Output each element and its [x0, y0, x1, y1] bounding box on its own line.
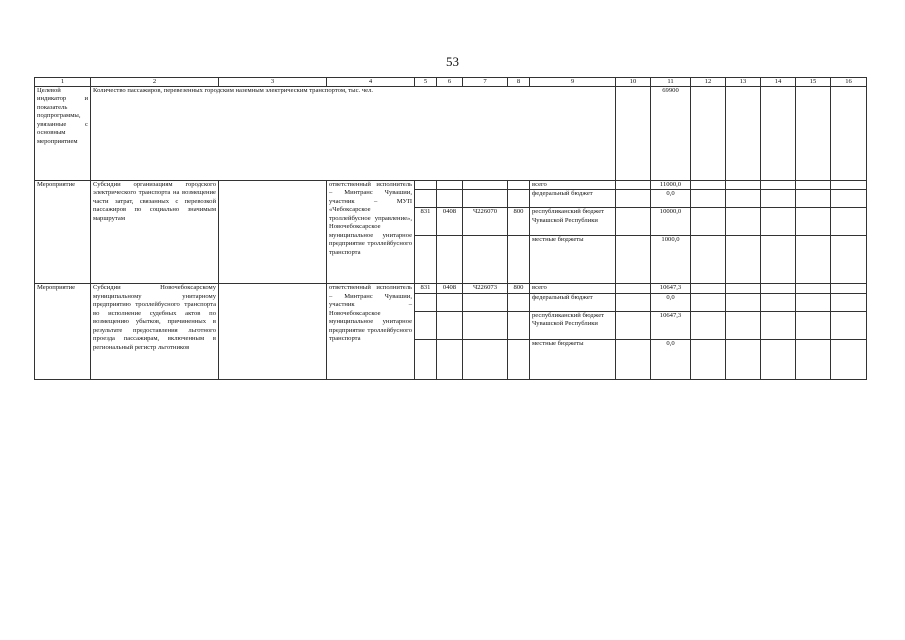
empty-cell — [616, 181, 651, 190]
event-name: Субсидии Новочебоксарскому муниципальному унитарному предприятию троллейбусного транспорта во исполнение судебных актов по возмещению убытков, причиненных в результате предоставления льготного проезда пассажирам, включенным в региональный регистр льготников — [91, 284, 219, 379]
funding-amount: 11000,0 — [651, 181, 691, 190]
empty-cell — [831, 311, 867, 339]
empty-cell — [616, 293, 651, 311]
funding-source: республиканский бюджет Чувашской Республики — [530, 208, 616, 236]
column-number: 7 — [463, 78, 508, 87]
empty-cell — [616, 284, 651, 293]
empty-cell — [691, 339, 726, 379]
column-number: 8 — [508, 78, 530, 87]
cell-c5: 831 — [415, 208, 437, 236]
event-executor: ответственный исполнитель – Минтранс Чувашии, участник – МУП «Чебоксарское троллейбусное управление», Новочебоксарское муниципальное унитарное предприятие троллейбусного транспорта — [327, 181, 415, 284]
cell-c8 — [508, 236, 530, 284]
funding-amount: 10647,3 — [651, 284, 691, 293]
table-row — [35, 181, 867, 190]
empty-cell — [691, 293, 726, 311]
cell-c6 — [437, 181, 463, 190]
column-number: 12 — [691, 78, 726, 87]
cell-c7 — [463, 236, 508, 284]
page-number: 53 — [446, 54, 459, 69]
empty-cell — [796, 339, 831, 379]
column-number: 3 — [219, 78, 327, 87]
funding-source: республиканский бюджет Чувашской Республики — [530, 311, 616, 339]
column-number: 2 — [91, 78, 219, 87]
column-number: 13 — [726, 78, 761, 87]
empty-cell — [691, 87, 726, 181]
funding-amount: 0,0 — [651, 339, 691, 379]
column-number: 14 — [761, 78, 796, 87]
column-number: 16 — [831, 78, 867, 87]
cell-c7 — [463, 293, 508, 311]
event-executor: ответственный исполнитель – Минтранс Чувашии, участник – Новочебоксарское муниципальное унитарное предприятие троллейбусного транспорта — [327, 284, 415, 379]
funding-amount: 1000,0 — [651, 236, 691, 284]
column-number: 6 — [437, 78, 463, 87]
event-label: Мероприятие — [35, 181, 91, 284]
funding-amount: 0,0 — [651, 190, 691, 208]
cell-c7 — [463, 339, 508, 379]
empty-cell — [726, 208, 761, 236]
table-row — [35, 284, 867, 293]
indicator-value: 69900 — [651, 87, 691, 181]
empty-cell — [796, 87, 831, 181]
empty-cell — [796, 190, 831, 208]
empty-cell — [761, 190, 796, 208]
cell-c8: 800 — [508, 284, 530, 293]
empty-cell — [616, 190, 651, 208]
empty-cell — [691, 190, 726, 208]
cell-c8 — [508, 181, 530, 190]
indicator-row — [35, 87, 867, 181]
cell-c6 — [437, 236, 463, 284]
empty-cell — [831, 181, 867, 190]
empty-cell — [726, 87, 761, 181]
column-number: 15 — [796, 78, 831, 87]
empty-cell — [726, 236, 761, 284]
empty-cell — [831, 236, 867, 284]
funding-source: федеральный бюджет — [530, 293, 616, 311]
cell-c8 — [508, 293, 530, 311]
indicator-text: Количество пассажиров, перевезенных городским наземным электрическим транспортом, тыс. чел. — [91, 87, 616, 181]
empty-cell — [616, 208, 651, 236]
cell-c5: 831 — [415, 284, 437, 293]
program-table — [34, 77, 867, 380]
cell-c6: 0408 — [437, 208, 463, 236]
empty-cell — [761, 311, 796, 339]
empty-cell — [761, 181, 796, 190]
empty-cell — [726, 181, 761, 190]
cell-c5 — [415, 339, 437, 379]
empty-cell — [796, 284, 831, 293]
cell-c8 — [508, 339, 530, 379]
cell-c7 — [463, 311, 508, 339]
funding-amount: 10000,0 — [651, 208, 691, 236]
cell-c5 — [415, 190, 437, 208]
column-number: 11 — [651, 78, 691, 87]
empty-cell — [691, 208, 726, 236]
empty-cell — [761, 339, 796, 379]
event-label: Мероприятие — [35, 284, 91, 379]
cell-c6 — [437, 293, 463, 311]
column-number: 10 — [616, 78, 651, 87]
cell-c5 — [415, 311, 437, 339]
cell-c6 — [437, 190, 463, 208]
funding-source: всего — [530, 181, 616, 190]
cell-c8 — [508, 190, 530, 208]
empty-cell — [761, 87, 796, 181]
cell-c5 — [415, 236, 437, 284]
cell-c5 — [415, 181, 437, 190]
empty-cell — [761, 208, 796, 236]
empty-cell — [831, 208, 867, 236]
funding-source: федеральный бюджет — [530, 190, 616, 208]
cell-c7: Ч226073 — [463, 284, 508, 293]
empty-cell — [761, 236, 796, 284]
empty-cell — [219, 181, 327, 284]
empty-cell — [726, 284, 761, 293]
funding-amount: 0,0 — [651, 293, 691, 311]
empty-cell — [726, 190, 761, 208]
column-number: 5 — [415, 78, 437, 87]
empty-cell — [796, 236, 831, 284]
cell-c8: 800 — [508, 208, 530, 236]
empty-cell — [691, 236, 726, 284]
column-number: 4 — [327, 78, 415, 87]
indicator-label: Целевой индикатор и показатель подпрограммы, увязанные с основным мероприятием — [35, 87, 91, 181]
empty-cell — [616, 311, 651, 339]
empty-cell — [616, 87, 651, 181]
funding-amount: 10647,3 — [651, 311, 691, 339]
cell-c7 — [463, 190, 508, 208]
empty-cell — [761, 293, 796, 311]
cell-c8 — [508, 311, 530, 339]
empty-cell — [691, 181, 726, 190]
empty-cell — [616, 236, 651, 284]
column-number: 1 — [35, 78, 91, 87]
column-numbers-row — [35, 78, 867, 87]
event-name: Субсидии организациям городского электрического транспорта на возмещение части затрат, связанных с перевозкой пассажиров по социально значимым маршрутам — [91, 181, 219, 284]
cell-c7: Ч226070 — [463, 208, 508, 236]
empty-cell — [691, 311, 726, 339]
empty-cell — [726, 311, 761, 339]
funding-source: местные бюджеты — [530, 236, 616, 284]
empty-cell — [616, 339, 651, 379]
empty-cell — [796, 311, 831, 339]
empty-cell — [691, 284, 726, 293]
empty-cell — [831, 339, 867, 379]
empty-cell — [831, 284, 867, 293]
empty-cell — [831, 293, 867, 311]
empty-cell — [726, 293, 761, 311]
cell-c6: 0408 — [437, 284, 463, 293]
empty-cell — [761, 284, 796, 293]
empty-cell — [831, 87, 867, 181]
empty-cell — [796, 293, 831, 311]
cell-c6 — [437, 339, 463, 379]
cell-c7 — [463, 181, 508, 190]
empty-cell — [219, 284, 327, 379]
empty-cell — [796, 181, 831, 190]
empty-cell — [796, 208, 831, 236]
column-number: 9 — [530, 78, 616, 87]
empty-cell — [726, 339, 761, 379]
funding-source: всего — [530, 284, 616, 293]
empty-cell — [831, 190, 867, 208]
cell-c6 — [437, 311, 463, 339]
funding-source: местные бюджеты — [530, 339, 616, 379]
cell-c5 — [415, 293, 437, 311]
